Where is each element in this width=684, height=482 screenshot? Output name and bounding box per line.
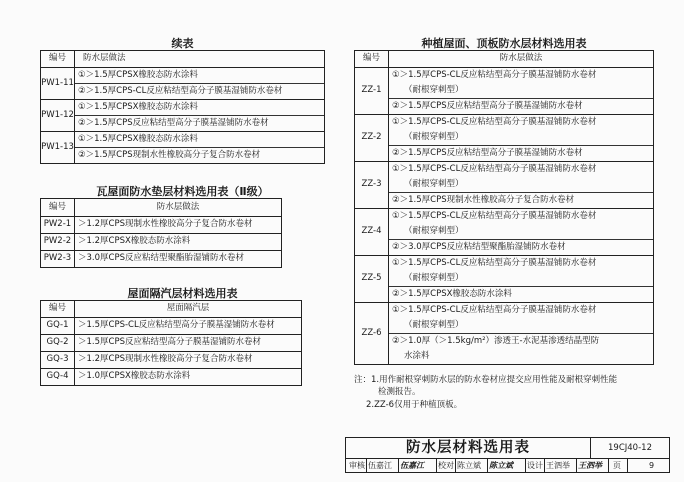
table-row [41,234,282,251]
method-line-text: （耐根穿刺型） [404,179,464,189]
method-line: ①＞1.5厚CPSX橡胶态防水涂料 [78,70,198,80]
note-line: 2.ZZ-6仅用于种植顶板。 [366,399,463,410]
method-line-text: （耐根穿刺型） [404,320,464,330]
check-label: 校对 [438,461,454,470]
row-method [389,256,654,303]
method-line-text: ①＞1.5厚CPS-CL反应粘结型高分子膜基湿铺防水卷材 [392,305,597,315]
method-line [392,115,650,145]
col-header-code: 编号 [355,51,389,68]
row-method [389,162,654,209]
table-row [355,303,654,365]
row-code: PW2-2 [41,234,75,251]
method-line: ②＞1.5厚CPS现制水性橡胶高分子复合防水卷材 [389,192,653,208]
method-line [392,303,650,333]
row-code: ZZ-2 [355,115,389,162]
method-line-text: ①＞1.5厚CPS-CL反应粘结型高分子膜基湿铺防水卷材 [392,258,597,268]
atlas-number: 19CJ40-12 [591,438,669,459]
row-method [389,209,654,256]
method-line-text: （耐根穿刺型） [404,132,464,142]
divider [525,459,526,472]
designer-signature: 王泗举 [578,460,602,470]
table-row [41,68,325,100]
method-line [392,256,650,286]
row-method: ＞3.0厚CPS反应粘结型聚酯胎湿铺防水卷材 [75,251,282,268]
method-line-text: 水涂料 [404,351,430,361]
col-header-code: 编号 [41,199,75,217]
method-line-text: ①＞1.5厚CPS-CL反应粘结型高分子膜基湿铺防水卷材 [392,164,597,174]
method-line: ②＞1.5厚CPS-CL反应粘结型高分子膜基湿铺防水卷材 [75,83,324,99]
row-code: PW1-12 [41,100,75,132]
col-header-method: 防水层做法 [75,199,282,217]
row-code: ZZ-5 [355,256,389,303]
row-code: GQ-2 [41,335,75,352]
divider [487,459,488,472]
design-label: 设计 [527,461,543,470]
note-line: 检测报告。 [378,387,421,398]
title-block [345,437,670,473]
row-code: PW2-1 [41,217,75,234]
row-code: PW1-13 [41,132,75,164]
designer-name: 王泗举 [546,461,570,470]
divider [608,459,609,472]
method-line: ②＞1.5厚CPS反应粘结型高分子膜基湿铺防水卷材 [389,145,653,161]
row-method: ＞1.5厚CPS-CL反应粘结型高分子膜基湿铺防水卷材 [75,318,302,335]
tile-roof-table [40,198,282,268]
table-row [41,369,302,386]
method-line [389,333,653,364]
row-method: ＞1.0厚CPSX橡胶态防水涂料 [75,369,302,386]
method-line: ①＞1.5厚CPSX橡胶态防水涂料 [78,134,198,144]
divider [627,459,628,472]
table-row [41,352,302,369]
reviewer-name: 伍嘉江 [368,461,392,470]
divider [576,459,577,472]
method-line: ①＞1.5厚CPSX橡胶态防水涂料 [78,102,198,112]
row-code: GQ-4 [41,369,75,386]
col-header-method: 屋面隔汽层 [75,301,302,318]
method-line [392,209,650,239]
method-line: ②＞1.5厚CPS反应粘结型高分子膜基湿铺防水卷材 [75,115,324,131]
col-header-method: 防水层做法 [75,51,325,68]
page-label: 页 [613,461,621,470]
row-code: PW2-3 [41,251,75,268]
table-row [355,209,654,256]
reviewer-signature: 伍嘉江 [400,460,424,470]
table-row [41,251,282,268]
method-line-text: ①＞1.5厚CPS-CL反应粘结型高分子膜基湿铺防水卷材 [392,117,597,127]
row-method: ＞1.5厚CPS反应粘结型高分子膜基湿铺防水卷材 [75,335,302,352]
method-line-text: ①＞1.5厚CPS-CL反应粘结型高分子膜基湿铺防水卷材 [392,211,597,221]
checker-signature: 陈立斌 [489,460,513,470]
method-line: ②＞1.5厚CPS现制水性橡胶高分子复合防水卷材 [75,147,324,163]
vapor-table [40,300,302,386]
col-header-code: 编号 [41,51,75,68]
checker-name: 陈立斌 [457,461,481,470]
divider [455,459,456,472]
method-line: ②＞3.0厚CPS反应粘结型聚酯胎湿铺防水卷材 [389,239,653,255]
col-header-code: 编号 [41,301,75,318]
row-code: ZZ-3 [355,162,389,209]
row-code: ZZ-6 [355,303,389,365]
row-method [75,132,325,164]
method-line-text: （耐根穿刺型） [404,85,464,95]
method-line [392,162,650,192]
method-line-text: ②＞1.0厚（＞1.5kg/m²）渗透王-水泥基渗透结晶型防 [392,336,600,346]
row-code: PW1-11 [41,68,75,100]
table-row [355,162,654,209]
table-row [41,100,325,132]
row-code: GQ-3 [41,352,75,369]
table-row [41,132,325,164]
planting-table [354,50,654,365]
row-method [75,68,325,100]
row-method: ＞1.2厚CPS现制水性橡胶高分子复合防水卷材 [75,352,302,369]
continued-table-title: 续表 [171,37,194,50]
notes [354,374,654,411]
page-number: 9 [649,461,655,470]
divider [398,459,399,472]
table-row [41,335,302,352]
method-line: ②＞1.5厚CPSX橡胶态防水涂料 [389,286,653,302]
table-row [355,256,654,303]
method-line-text: （耐根穿刺型） [404,226,464,236]
row-method [75,100,325,132]
method-line-text: （耐根穿刺型） [404,273,464,283]
table-row [41,217,282,234]
table-row [41,318,302,335]
col-header-method: 防水层做法 [389,51,654,68]
method-line-text: ①＞1.5厚CPS-CL反应粘结型高分子膜基湿铺防水卷材 [392,70,597,80]
drawing-title: 防水层材料选用表 [346,438,591,459]
divider [436,459,437,472]
continued-table [40,50,325,164]
tile-roof-table-title: 瓦屋面防水垫层材料选用表（Ⅱ级） [96,185,269,198]
planting-table-title: 种植屋面、顶板防水层材料选用表 [421,37,587,50]
vapor-table-title: 屋面隔汽层材料选用表 [127,287,238,300]
signature-row [346,459,669,472]
row-code: GQ-1 [41,318,75,335]
review-label: 审核 [349,461,365,470]
row-code: ZZ-1 [355,68,389,115]
method-line: ②＞1.5厚CPS反应粘结型高分子膜基湿铺防水卷材 [389,98,653,114]
divider [544,459,545,472]
method-line [392,68,650,98]
table-row [355,68,654,115]
row-method: ＞1.2厚CPS现制水性橡胶高分子复合防水卷材 [75,217,282,234]
row-method: ＞1.2厚CPSX橡胶态防水涂料 [75,234,282,251]
row-code: ZZ-4 [355,209,389,256]
table-row [355,115,654,162]
divider [366,459,367,472]
note-line: 注：1.用作耐根穿刺防水层的防水卷材应提交应用性能及耐根穿刺性能 [354,375,618,385]
row-method [389,68,654,115]
row-method [389,303,654,365]
row-method [389,115,654,162]
